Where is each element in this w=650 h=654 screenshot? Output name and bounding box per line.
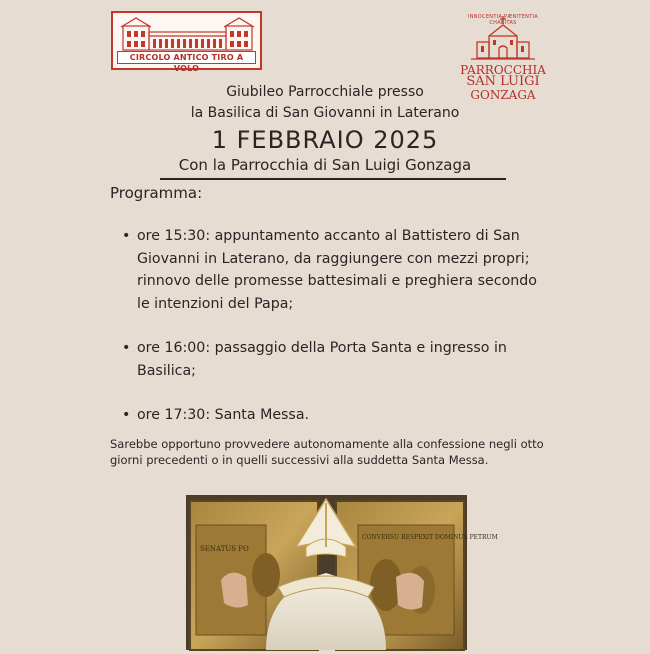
bullet-icon: • (122, 228, 131, 244)
program-item (110, 225, 550, 315)
circolo-logo (111, 11, 262, 73)
program-title: Programma: (110, 184, 203, 202)
door-inscription-left: SENATUS PO (200, 545, 249, 553)
holy-door-photo (186, 495, 498, 650)
bullet-icon: • (122, 340, 131, 356)
event-date: 1 FEBBRAIO 2025 (211, 126, 439, 154)
intro-line2: la Basilica di San Giovanni in Laterano (190, 105, 460, 121)
circolo-logo-text: CIRCOLO ANTICO TIRO A VOLO (117, 51, 256, 64)
bullet-icon: • (122, 407, 131, 423)
parrocchia-motto: INNOCENTIA PÆNITENTIA CHARITAS (467, 14, 539, 26)
building-icon (117, 16, 258, 52)
program-item (110, 337, 550, 382)
parrocchia-logo-line3: GONZAGA (470, 88, 536, 102)
intro-line3: Con la Parrocchia di San Luigi Gonzaga (178, 156, 472, 174)
program-item (110, 404, 550, 427)
divider (160, 178, 506, 180)
program-list (110, 225, 550, 449)
program-item-text: ore 15:30: appuntamento accanto al Battistero di San Giovanni in Laterano, da raggiungere con mezzi propri; rinnovo delle promesse battesimali e preghiera secondo le intenzioni del Papa; (137, 228, 537, 312)
holy-door-illustration (186, 495, 498, 650)
intro-line1: Giubileo Parrocchiale presso (226, 84, 424, 100)
church-icon (455, 10, 551, 64)
parrocchia-logo-line1: PARROCCHIA (460, 63, 546, 77)
parrocchia-logo (455, 10, 551, 102)
program-item-text: ore 16:00: passaggio della Porta Santa e ingresso in Basilica; (137, 340, 507, 379)
parrocchia-logo-line2: SAN LUIGI (466, 74, 540, 89)
door-inscription-right: CONVERSU RESPEXIT DOMINUS PETRUM (362, 534, 498, 541)
program-item-text: ore 17:30: Santa Messa. (137, 407, 310, 423)
confession-note: Sarebbe opportuno provvedere autonomamente alla confessione negli otto giorni precedenti o in quelli successivi alla suddetta Santa Messa. (110, 437, 544, 467)
